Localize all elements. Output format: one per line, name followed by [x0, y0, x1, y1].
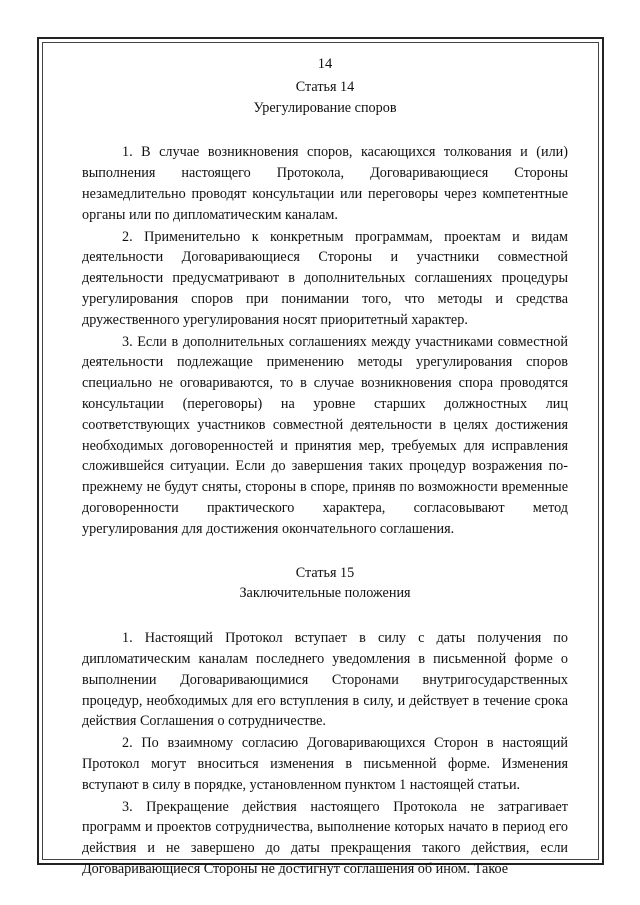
article-heading: Статья 14 [295, 78, 355, 95]
paragraph: 2. По взаимному согласию Договаривающихся Сторон в настоящий Протокол могут вноситься изменения в письменной форме. Изменения вступают в силу в порядке, установленном пунктом 1 настоящей статьи. [82, 735, 568, 793]
paragraph: 2. Применительно к конкретным программам, проектам и видам деятельности Договаривающиеся Стороны и участники совместной деятельности предусматривают в дополнительных соглашениях процедуры урегулирования споров при понимании того, что методы и средства дружественного урегулирования носят приоритетный характер. [82, 228, 568, 328]
article-15 [82, 563, 568, 880]
article-14 [82, 77, 568, 540]
article-title: Заключительные положения [239, 585, 411, 602]
document-body [82, 54, 568, 881]
article-title: Урегулирование споров [253, 99, 397, 116]
section-spacer [82, 541, 568, 563]
paragraph: 3. Если в дополнительных соглашениях между участниками совместной деятельности подлежащие применению методы урегулирования споров специально не оговариваются, то в случае возникновения спора проводятся консультации (переговоры) на уровне старших должностных лиц соответствующих участников совместной деятельности в целях достижения необходимых договоренностей и принятия мер, требуемых для исправления сложившейся ситуации. Если до завершения таких процедур возражения по-прежнему не будут сняты, стороны в споре, приняв по возможности временные договоренности практического характера, согласовывают метод урегулирования для достижения окончательного соглашения. [82, 333, 568, 537]
paragraph: 1. Настоящий Протокол вступает в силу с даты получения по дипломатическим каналам последнего уведомления в письменной форме о выполнении Договаривающимися Сторонами внутригосударственных процедур, необходимых для его вступления в силу, и действует в течение срока действия Соглашения о сотрудничестве. [82, 630, 568, 730]
page-number: 14 [317, 56, 333, 72]
paragraph: 1. В случае возникновения споров, касающихся толкования и (или) выполнения настоящего Протокола, Договаривающиеся Стороны незамедлительно проводят консультации или переговоры через компетентные органы или по дипломатическим каналам. [82, 144, 568, 223]
article-heading: Статья 15 [295, 564, 355, 581]
paragraph: 3. Прекращение действия настоящего Протокола не затрагивает программ и проектов сотрудничества, выполнение которых начато в период его действия и не завершено до даты прекращения такого действия, если Договаривающиеся Стороны не достигнут соглашения об ином. Такое [82, 798, 568, 877]
